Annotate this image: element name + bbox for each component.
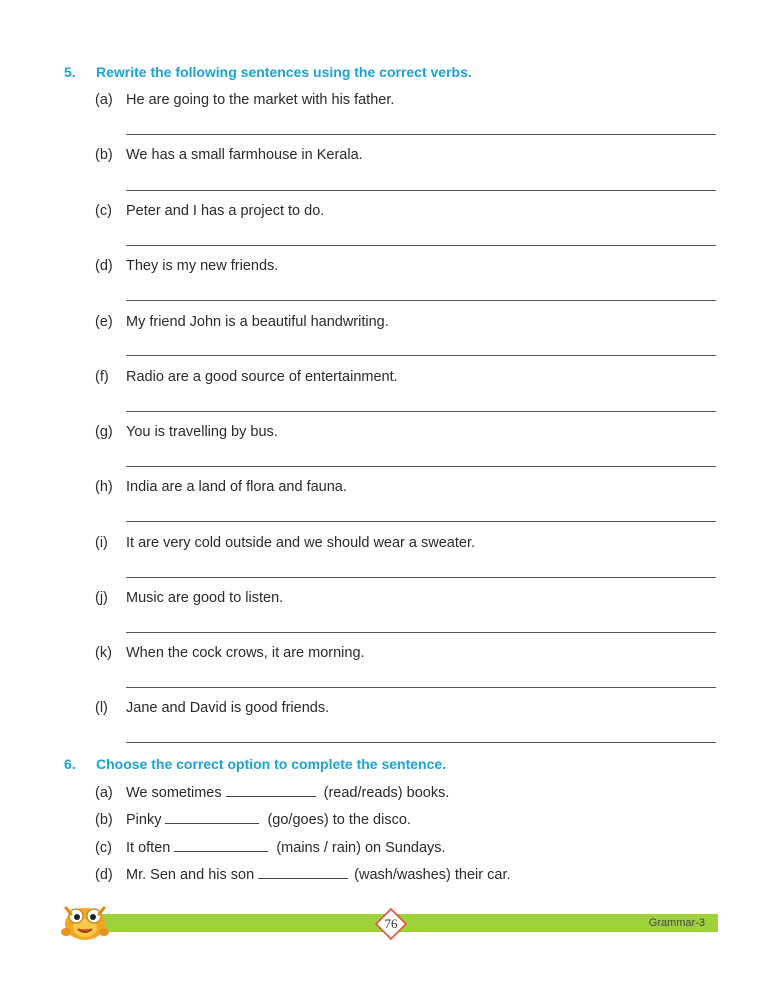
answer-line-g[interactable]: [126, 466, 716, 467]
answer-line-i[interactable]: [126, 577, 716, 578]
q5-item-b: (b) We has a small farmhouse in Kerala.: [95, 147, 363, 163]
answer-line-e[interactable]: [126, 355, 716, 356]
question-5-heading: [64, 64, 472, 80]
question-6-title: Choose the correct option to complete the sentence.: [96, 756, 447, 772]
q5-item-j: (j) Music are good to listen.: [95, 590, 284, 606]
fill-blank-b[interactable]: [165, 811, 259, 824]
q5-item-i: (i) It are very cold outside and we should wear a sweater.: [95, 535, 475, 551]
q6-item-d: (d) Mr. Sen and his son (wash/washes) their car.: [95, 867, 511, 883]
q5-item-h: (h) India are a land of flora and fauna.: [95, 479, 347, 495]
page-number: 76: [384, 916, 398, 931]
q5-item-d: (d) They is my new friends.: [95, 258, 279, 274]
q5-item-g: (g) You is travelling by bus.: [95, 424, 278, 440]
q5-item-f: (f) Radio are a good source of entertainment.: [95, 369, 398, 385]
q6-item-c: (c) It often (mains / rain) on Sundays.: [95, 840, 446, 856]
answer-line-a[interactable]: [126, 134, 716, 135]
q5-item-k: (k) When the cock crows, it are morning.: [95, 645, 365, 661]
q5-item-e: (e) My friend John is a beautiful handwriting.: [95, 314, 389, 330]
answer-line-h[interactable]: [126, 521, 716, 522]
answer-line-j[interactable]: [126, 632, 716, 633]
question-6-heading: [64, 756, 446, 772]
answer-line-b[interactable]: [126, 190, 716, 191]
footer-bar: [100, 914, 718, 932]
q6-item-a: (a) We sometimes (read/reads) books.: [95, 785, 450, 801]
q5-item-a: (a) He are going to the market with his father.: [95, 92, 395, 108]
question-5-number: 5.: [64, 64, 76, 80]
fill-blank-d[interactable]: [258, 866, 348, 879]
mascot-icon: [58, 898, 112, 942]
question-6-number: 6.: [64, 756, 76, 772]
q5-item-c: (c) Peter and I has a project to do.: [95, 203, 325, 219]
answer-line-c[interactable]: [126, 245, 716, 246]
fill-blank-a[interactable]: [226, 784, 316, 797]
q5-item-l: (l) Jane and David is good friends.: [95, 700, 330, 716]
question-5-title: Rewrite the following sentences using the correct verbs.: [96, 64, 472, 80]
q6-item-b: (b) Pinky (go/goes) to the disco.: [95, 812, 411, 828]
answer-line-k[interactable]: [126, 687, 716, 688]
answer-line-l[interactable]: [126, 742, 716, 743]
answer-line-d[interactable]: [126, 300, 716, 301]
answer-line-f[interactable]: [126, 411, 716, 412]
fill-blank-c[interactable]: [174, 839, 268, 852]
book-title: Grammar-3: [648, 917, 705, 929]
